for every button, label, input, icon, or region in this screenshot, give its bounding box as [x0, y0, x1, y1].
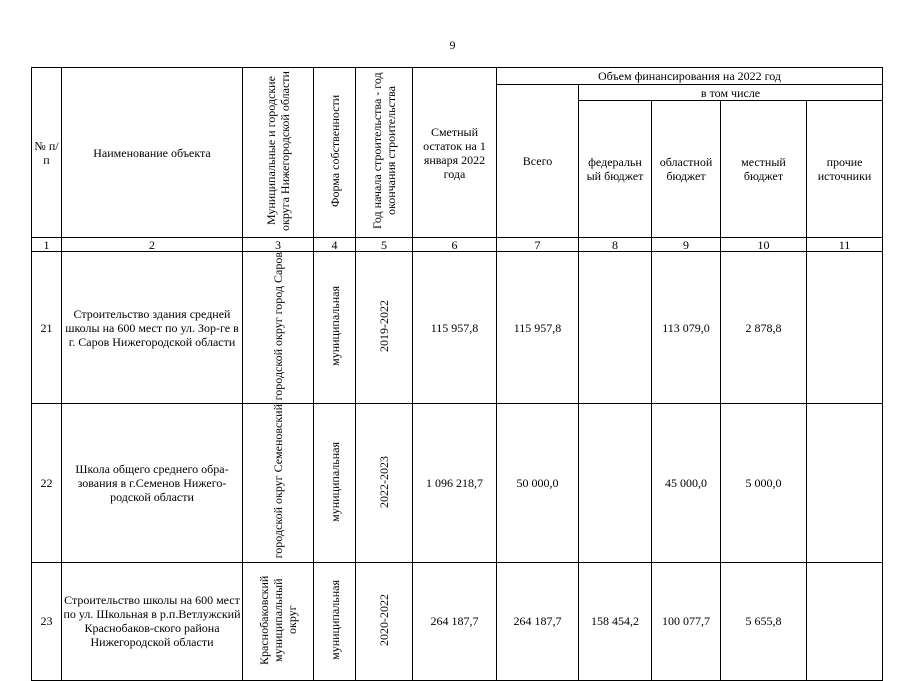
header-ownership-cell	[314, 68, 356, 238]
row-ownership: муниципальная	[327, 441, 342, 522]
row-years: 2020-2022	[377, 593, 391, 646]
row-years-cell	[356, 404, 413, 562]
row-other	[807, 562, 883, 680]
row-years-cell	[356, 252, 413, 404]
row-ownership-cell	[314, 252, 356, 404]
row-local: 2 878,8	[721, 252, 807, 404]
header-remaining: Сметный остаток на 1 января 2022 года	[413, 68, 497, 238]
header-funding-group: Объем финансирования на 2022 год	[497, 68, 883, 85]
row-total: 115 957,8	[497, 252, 579, 404]
row-other	[807, 404, 883, 562]
col-number: 6	[413, 238, 497, 252]
col-number: 7	[497, 238, 579, 252]
row-years-cell	[356, 562, 413, 680]
header-local: местный бюджет	[721, 101, 807, 238]
row-regional: 45 000,0	[652, 404, 721, 562]
row-ownership-cell	[314, 562, 356, 680]
row-name: Школа общего среднего обра-зования в г.Семенов Нижего-родской области	[62, 404, 243, 562]
table-row	[32, 404, 883, 562]
header-municipality: Муниципальные и городские округа Нижегородской области	[264, 71, 292, 231]
row-municipality: городской округ Семеновский	[271, 404, 285, 559]
col-number: 5	[356, 238, 413, 252]
header-years: Год начала строительства - год окончания строительства	[370, 72, 398, 230]
row-name: Строительство школы на 600 мест по ул. Школьная в р.п.Ветлужский Краснобаков-ского района Нижегородской области	[62, 562, 243, 680]
funding-table	[31, 67, 883, 681]
row-ownership: муниципальная	[327, 286, 342, 367]
header-total: Всего	[497, 85, 579, 238]
row-years: 2022-2023	[377, 455, 391, 508]
row-ownership: муниципальная	[327, 579, 342, 660]
header-municipality-cell	[243, 68, 314, 238]
col-number: 2	[62, 238, 243, 252]
row-other	[807, 252, 883, 404]
row-municipality-cell	[243, 252, 314, 404]
row-municipality-cell	[243, 562, 314, 680]
col-number: 4	[314, 238, 356, 252]
col-number: 8	[579, 238, 652, 252]
row-municipality-cell	[243, 404, 314, 562]
row-remaining: 264 187,7	[413, 562, 497, 680]
row-regional: 113 079,0	[652, 252, 721, 404]
row-name: Строительство здания средней школы на 600 мест по ул. Зор-ге в г. Саров Нижегородской области	[62, 252, 243, 404]
row-ownership-cell	[314, 404, 356, 562]
row-total: 264 187,7	[497, 562, 579, 680]
col-number: 3	[243, 238, 314, 252]
row-local: 5 655,8	[721, 562, 807, 680]
header-regional: областной бюджет	[652, 101, 721, 238]
header-ownership: Форма собственности	[327, 94, 342, 208]
row-federal	[579, 252, 652, 404]
row-municipality: городской округ город Саров	[271, 252, 285, 401]
row-federal	[579, 404, 652, 562]
header-num: № п/п	[32, 68, 62, 238]
row-total: 50 000,0	[497, 404, 579, 562]
row-years: 2019-2022	[377, 300, 391, 353]
row-remaining: 1 096 218,7	[413, 404, 497, 562]
page-number: 9	[449, 38, 456, 52]
header-federal: федеральный бюджет	[579, 101, 652, 238]
header-years-cell	[356, 68, 413, 238]
row-remaining: 115 957,8	[413, 252, 497, 404]
row-num: 23	[32, 562, 62, 680]
header-other: прочие источники	[807, 101, 883, 238]
table-row	[32, 562, 883, 680]
row-federal: 158 454,2	[579, 562, 652, 680]
col-number: 1	[32, 238, 62, 252]
row-local: 5 000,0	[721, 404, 807, 562]
header-including: в том числе	[579, 85, 883, 101]
col-number: 10	[721, 238, 807, 252]
col-number: 9	[652, 238, 721, 252]
row-regional: 100 077,7	[652, 562, 721, 680]
col-number: 11	[807, 238, 883, 252]
header-name: Наименование объекта	[62, 68, 243, 238]
table-row	[32, 252, 883, 404]
row-num: 22	[32, 404, 62, 562]
row-municipality: Краснобаковский муниципальный округ	[257, 575, 299, 665]
row-num: 21	[32, 252, 62, 404]
